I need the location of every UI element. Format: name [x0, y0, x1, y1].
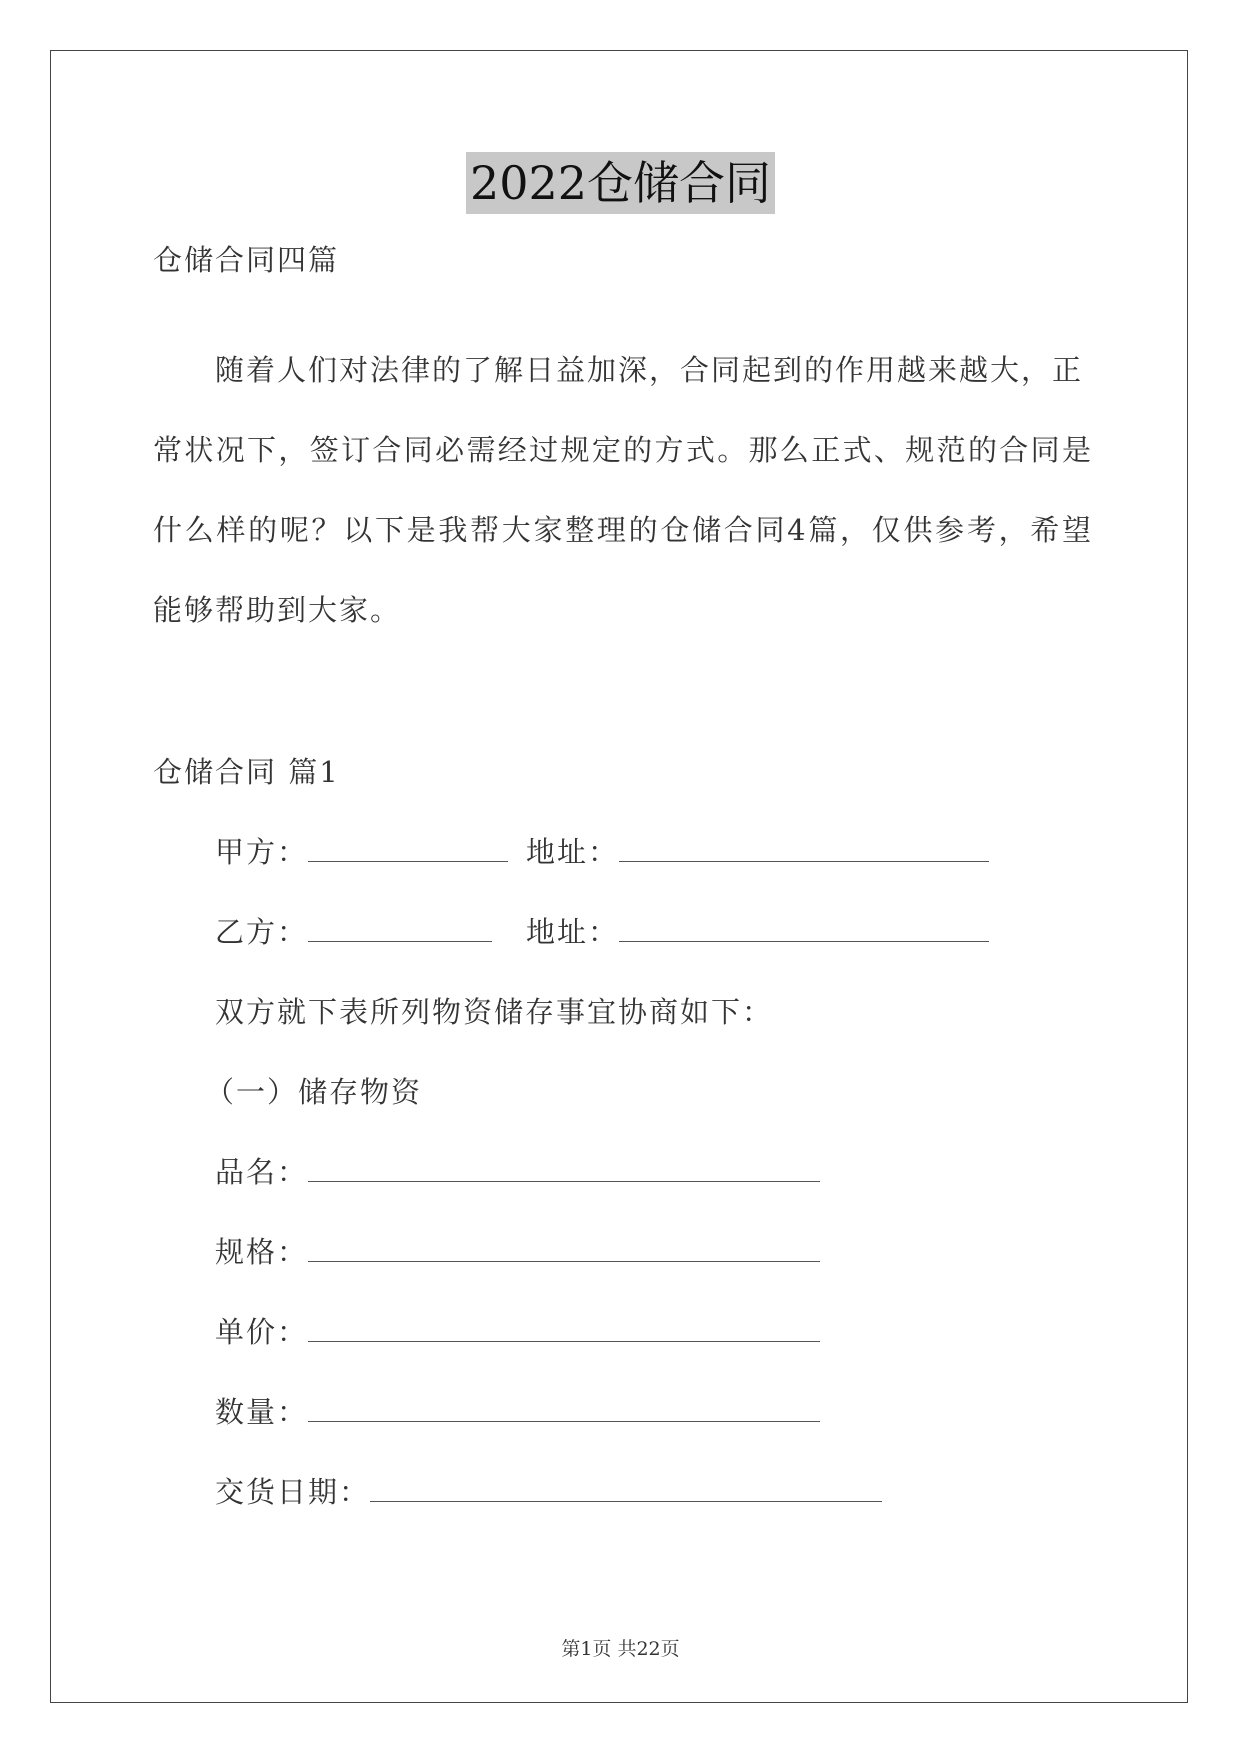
- field-spec-blank[interactable]: [308, 1235, 820, 1262]
- field-spec-row: [215, 1232, 820, 1272]
- agreement-line: 双方就下表所列物资储存事宜协商如下：: [215, 995, 774, 1029]
- item-heading: （一）储存物资: [205, 1075, 423, 1109]
- field-delivery-blank[interactable]: [370, 1475, 882, 1502]
- field-price-blank[interactable]: [308, 1315, 820, 1342]
- field-quantity-label: 数量：: [215, 1395, 309, 1429]
- party-b-address-label: 地址：: [526, 915, 620, 949]
- intro-line-1: 随着人们对法律的了解日益加深，合同起到的作用越来越大，正: [215, 353, 1084, 387]
- field-delivery-label: 交货日期：: [215, 1475, 371, 1509]
- field-spec-label: 规格：: [215, 1235, 309, 1269]
- subtitle: 仓储合同四篇: [153, 243, 340, 277]
- field-price-label: 单价：: [215, 1315, 309, 1349]
- field-price-row: [215, 1312, 820, 1352]
- title-wrap: [0, 152, 1241, 214]
- party-a-label: 甲方：: [215, 835, 309, 869]
- section-heading: 仓储合同 篇1: [153, 755, 340, 789]
- intro-line-3: 什么样的呢？以下是我帮大家整理的仓储合同4篇，仅供参考，希望: [153, 513, 1093, 547]
- field-quantity-blank[interactable]: [308, 1395, 820, 1422]
- party-a-row: [215, 832, 989, 872]
- party-a-address-blank[interactable]: [619, 835, 989, 862]
- intro-line-2: 常状况下，签订合同必需经过规定的方式。那么正式、规范的合同是: [153, 433, 1093, 467]
- party-b-blank[interactable]: [308, 915, 492, 942]
- page-border: [50, 50, 1188, 1703]
- party-a-address-label: 地址：: [526, 835, 620, 869]
- field-name-row: [215, 1152, 820, 1192]
- party-b-row: [215, 912, 989, 952]
- intro-line-4: 能够帮助到大家。: [153, 593, 402, 627]
- document-title: 2022仓储合同: [466, 152, 775, 214]
- field-name-blank[interactable]: [308, 1155, 820, 1182]
- party-b-label: 乙方：: [215, 915, 309, 949]
- field-delivery-row: [215, 1472, 882, 1512]
- field-quantity-row: [215, 1392, 820, 1432]
- field-name-label: 品名：: [215, 1155, 309, 1189]
- page-footer: 第1页 共22页: [561, 1638, 680, 1660]
- party-b-address-blank[interactable]: [619, 915, 989, 942]
- party-a-blank[interactable]: [308, 835, 508, 862]
